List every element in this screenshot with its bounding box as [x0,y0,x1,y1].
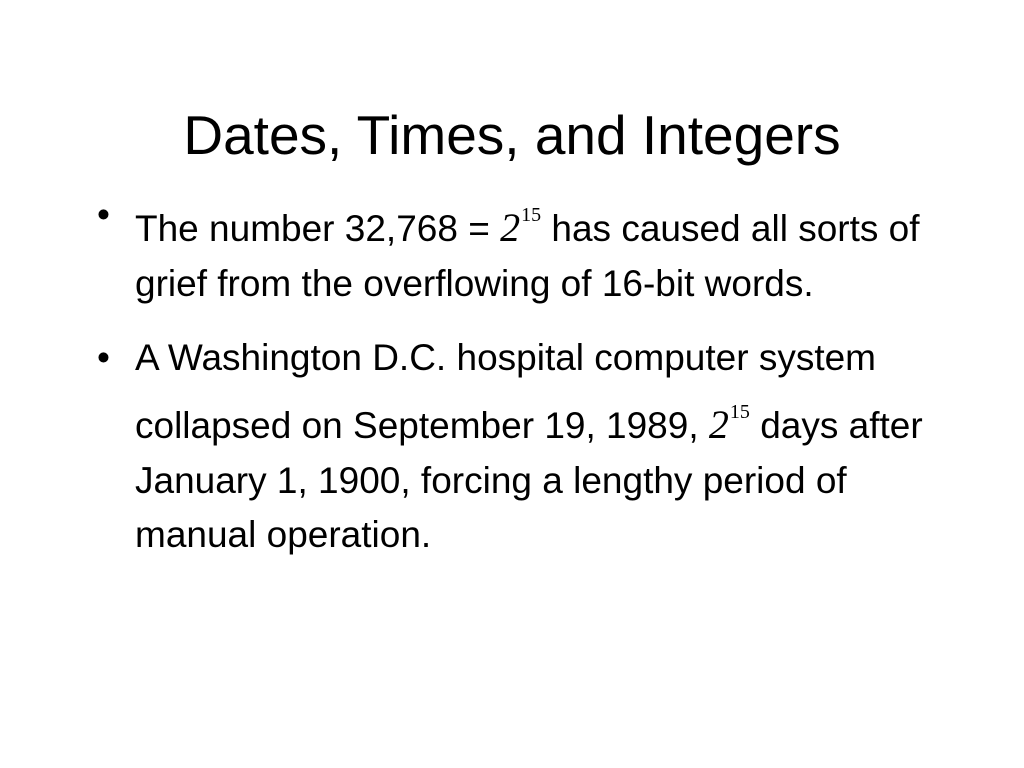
bullet-text-before: A Washington D.C. hospital computer system collapsed on September 19, 1989, [135,337,876,446]
formula-exponent: 15 [521,204,542,226]
formula-base: 2 [500,205,521,250]
formula-base: 2 [708,402,729,447]
power-of-two-formula [708,401,750,447]
formula-exponent: 15 [729,401,750,423]
slide-title: Dates, Times, and Integers [183,104,841,166]
bullet-text-after: has caused all sorts of grief from the overflowing of 16-bit words. [135,208,920,304]
power-of-two-formula [500,204,542,250]
bullet-list [97,188,937,562]
bullet-marker: • [97,337,110,378]
bullet-item [97,331,937,562]
bullet-text-after: days after January 1, 1900, forcing a lengthy period of manual operation. [135,405,923,555]
bullet-text-before: The number 32,768 = [135,208,490,249]
bullet-item [97,188,937,311]
bullet-marker: • [97,194,110,235]
